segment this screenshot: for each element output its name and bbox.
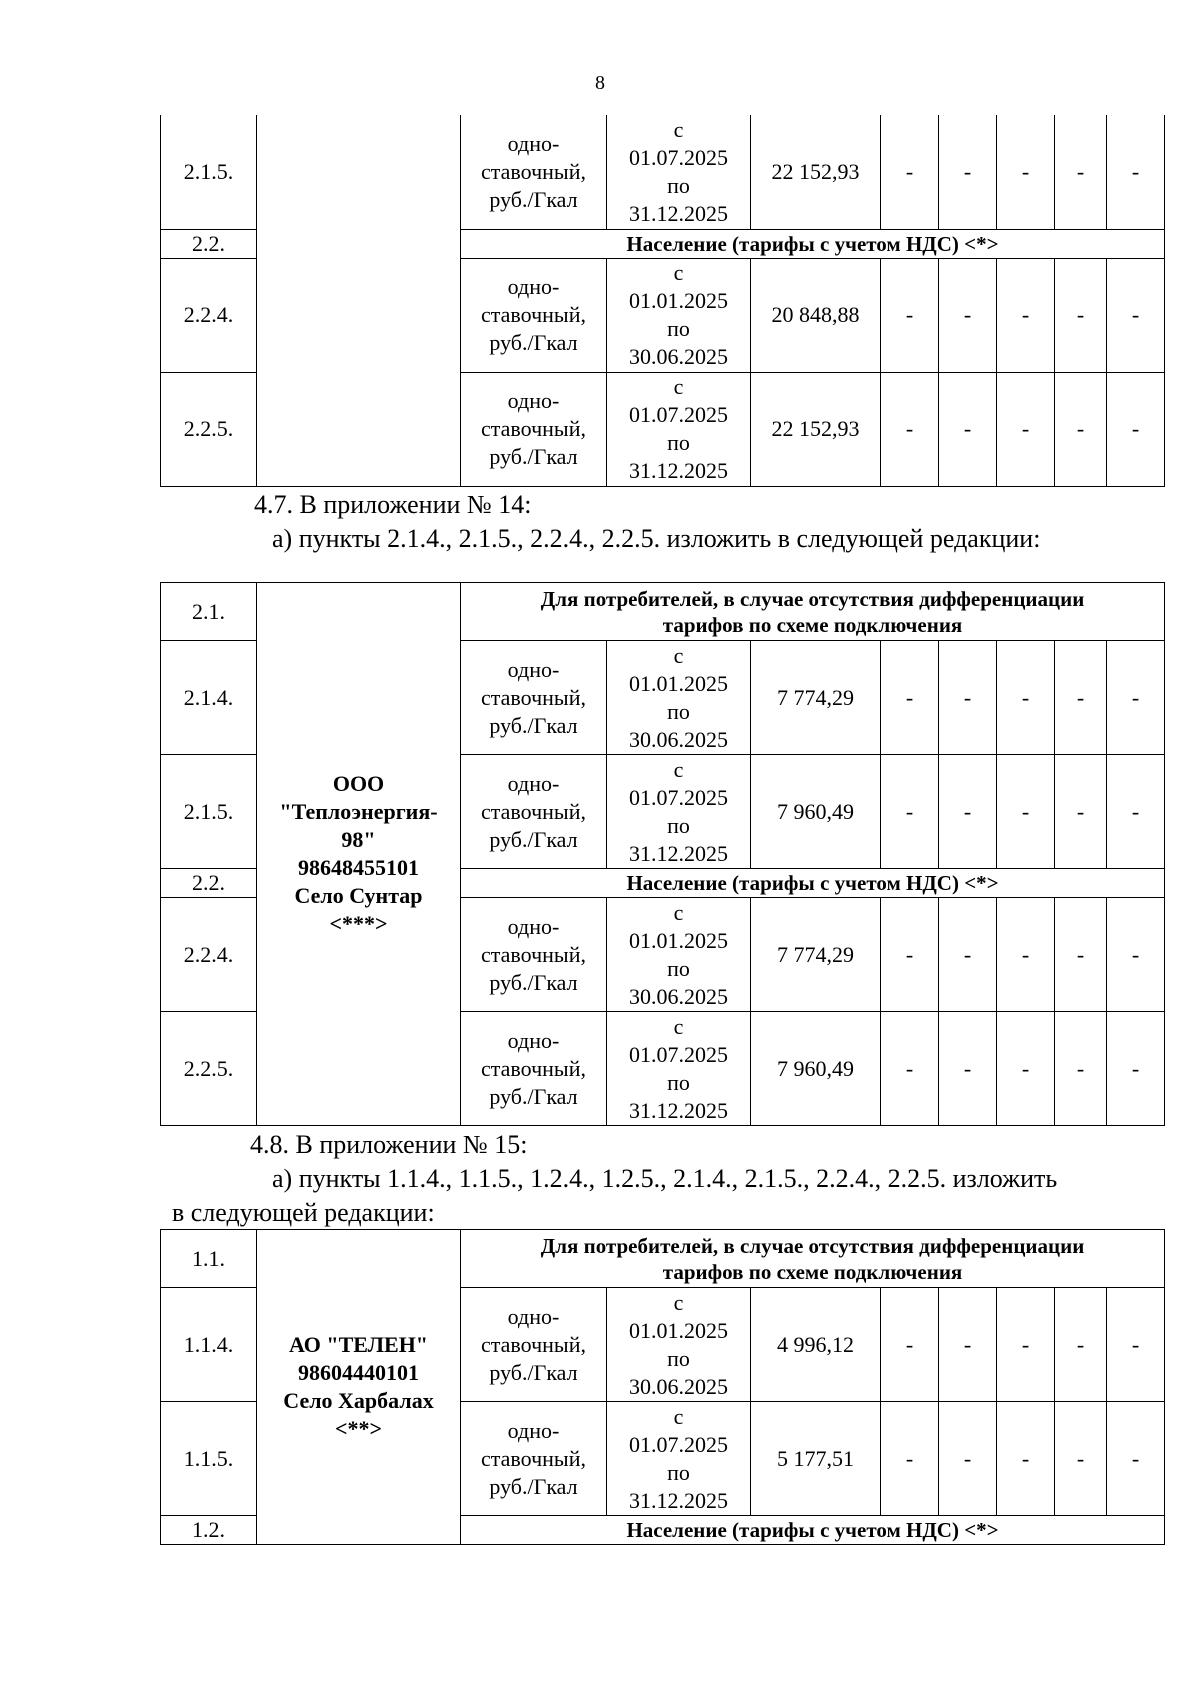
section-4-8-item-continued: в следующей редакции: bbox=[172, 1198, 435, 1227]
tariff-value: 7 960,49 bbox=[751, 755, 881, 869]
item-number: 2.2.4. bbox=[161, 898, 257, 1012]
dash-cell: - bbox=[881, 1402, 939, 1516]
dash-cell: - bbox=[1055, 1288, 1107, 1402]
tariff-period: с 01.01.2025 по 30.06.2025 bbox=[607, 258, 751, 372]
dash-cell: - bbox=[1107, 898, 1165, 1012]
tariff-value: 5 177,51 bbox=[751, 1402, 881, 1516]
tariff-type: одно- ставочный, руб./Гкал bbox=[461, 115, 607, 229]
dash-cell: - bbox=[1055, 115, 1107, 229]
dash-cell: - bbox=[881, 372, 939, 486]
tariff-type: одно- ставочный, руб./Гкал bbox=[461, 898, 607, 1012]
page-number: 8 bbox=[595, 72, 605, 94]
item-number: 2.2.5. bbox=[161, 1012, 257, 1126]
dash-cell: - bbox=[1055, 1402, 1107, 1516]
tariff-type: одно- ставочный, руб./Гкал bbox=[461, 641, 607, 755]
item-number: 1.1.5. bbox=[161, 1402, 257, 1516]
dash-cell: - bbox=[939, 258, 997, 372]
tariff-table-suntar bbox=[160, 582, 1165, 1126]
section-header: Для потребителей, в случае отсутствия дифференциации тарифов по схеме подключения bbox=[461, 583, 1165, 641]
tariff-period: с 01.07.2025 по 31.12.2025 bbox=[607, 115, 751, 229]
tariff-value: 7 774,29 bbox=[751, 898, 881, 1012]
dash-cell: - bbox=[939, 898, 997, 1012]
dash-cell: - bbox=[1107, 1288, 1165, 1402]
tariff-value: 20 848,88 bbox=[751, 258, 881, 372]
item-number: 1.1.4. bbox=[161, 1288, 257, 1402]
tariff-type: одно- ставочный, руб./Гкал bbox=[461, 1402, 607, 1516]
tariff-table-continuation bbox=[160, 115, 1165, 487]
section-header: Население (тарифы с учетом НДС) <*> bbox=[461, 229, 1165, 258]
tariff-table-kharbalakh bbox=[160, 1229, 1165, 1545]
dash-cell: - bbox=[1055, 641, 1107, 755]
dash-cell: - bbox=[1107, 258, 1165, 372]
organization-cell: АО "ТЕЛЕН" 98604440101 Село Харбалах <**> bbox=[257, 1230, 461, 1545]
dash-cell: - bbox=[881, 115, 939, 229]
tariff-value: 4 996,12 bbox=[751, 1288, 881, 1402]
tariff-value: 22 152,93 bbox=[751, 115, 881, 229]
item-number: 2.1. bbox=[161, 583, 257, 641]
dash-cell: - bbox=[881, 1288, 939, 1402]
tariff-period: с 01.07.2025 по 31.12.2025 bbox=[607, 372, 751, 486]
dash-cell: - bbox=[939, 641, 997, 755]
dash-cell: - bbox=[997, 372, 1055, 486]
dash-cell: - bbox=[1107, 1012, 1165, 1126]
tariff-type: одно- ставочный, руб./Гкал bbox=[461, 1012, 607, 1126]
tariff-period: с 01.01.2025 по 30.06.2025 bbox=[607, 898, 751, 1012]
dash-cell: - bbox=[1107, 1402, 1165, 1516]
item-number: 1.2. bbox=[161, 1516, 257, 1545]
table-row bbox=[161, 115, 1165, 229]
dash-cell: - bbox=[939, 1012, 997, 1126]
item-number: 2.1.5. bbox=[161, 115, 257, 229]
item-number: 2.1.5. bbox=[161, 755, 257, 869]
dash-cell: - bbox=[1107, 372, 1165, 486]
dash-cell: - bbox=[997, 1402, 1055, 1516]
dash-cell: - bbox=[939, 372, 997, 486]
dash-cell: - bbox=[1055, 898, 1107, 1012]
dash-cell: - bbox=[881, 755, 939, 869]
section-header: Население (тарифы с учетом НДС) <*> bbox=[461, 869, 1165, 898]
dash-cell: - bbox=[1107, 641, 1165, 755]
tariff-type: одно- ставочный, руб./Гкал bbox=[461, 755, 607, 869]
dash-cell: - bbox=[939, 115, 997, 229]
tariff-value: 22 152,93 bbox=[751, 372, 881, 486]
dash-cell: - bbox=[939, 755, 997, 869]
dash-cell: - bbox=[1107, 115, 1165, 229]
tariff-type: одно- ставочный, руб./Гкал bbox=[461, 258, 607, 372]
section-4-7-title: 4.7. В приложении № 14: bbox=[254, 490, 532, 519]
dash-cell: - bbox=[1055, 372, 1107, 486]
dash-cell: - bbox=[997, 1012, 1055, 1126]
dash-cell: - bbox=[997, 898, 1055, 1012]
dash-cell: - bbox=[997, 1288, 1055, 1402]
dash-cell: - bbox=[1055, 755, 1107, 869]
dash-cell: - bbox=[1107, 755, 1165, 869]
tariff-period: с 01.07.2025 по 31.12.2025 bbox=[607, 755, 751, 869]
item-number: 1.1. bbox=[161, 1230, 257, 1288]
dash-cell: - bbox=[939, 1288, 997, 1402]
section-header: Население (тарифы с учетом НДС) <*> bbox=[461, 1516, 1165, 1545]
tariff-period: с 01.01.2025 по 30.06.2025 bbox=[607, 641, 751, 755]
dash-cell: - bbox=[881, 1012, 939, 1126]
dash-cell: - bbox=[997, 755, 1055, 869]
dash-cell: - bbox=[997, 115, 1055, 229]
section-4-8-title: 4.8. В приложении № 15: bbox=[250, 1130, 528, 1159]
item-number: 2.2.5. bbox=[161, 372, 257, 486]
dash-cell: - bbox=[1055, 1012, 1107, 1126]
item-number: 2.2. bbox=[161, 869, 257, 898]
item-number: 2.1.4. bbox=[161, 641, 257, 755]
organization-cell: ООО "Теплоэнергия- 98" 98648455101 Село Сунтар <***> bbox=[257, 583, 461, 1126]
tariff-period: с 01.01.2025 по 30.06.2025 bbox=[607, 1288, 751, 1402]
dash-cell: - bbox=[939, 1402, 997, 1516]
dash-cell: - bbox=[997, 258, 1055, 372]
tariff-type: одно- ставочный, руб./Гкал bbox=[461, 1288, 607, 1402]
dash-cell: - bbox=[1055, 258, 1107, 372]
table-row bbox=[161, 1230, 1165, 1288]
item-number: 2.2. bbox=[161, 229, 257, 258]
section-header: Для потребителей, в случае отсутствия дифференциации тарифов по схеме подключения bbox=[461, 1230, 1165, 1288]
dash-cell: - bbox=[881, 898, 939, 1012]
dash-cell: - bbox=[881, 641, 939, 755]
org-cell-empty bbox=[257, 115, 461, 486]
tariff-value: 7 960,49 bbox=[751, 1012, 881, 1126]
section-4-7-item: а) пункты 2.1.4., 2.1.5., 2.2.4., 2.2.5. изложить в следующей редакции: bbox=[272, 524, 1041, 553]
section-4-8-item: а) пункты 1.1.4., 1.1.5., 1.2.4., 1.2.5., 2.1.4., 2.1.5., 2.2.4., 2.2.5. изложить bbox=[272, 1164, 1058, 1193]
table-row bbox=[161, 583, 1165, 641]
tariff-period: с 01.07.2025 по 31.12.2025 bbox=[607, 1402, 751, 1516]
item-number: 2.2.4. bbox=[161, 258, 257, 372]
tariff-period: с 01.07.2025 по 31.12.2025 bbox=[607, 1012, 751, 1126]
dash-cell: - bbox=[997, 641, 1055, 755]
tariff-type: одно- ставочный, руб./Гкал bbox=[461, 372, 607, 486]
tariff-value: 7 774,29 bbox=[751, 641, 881, 755]
dash-cell: - bbox=[881, 258, 939, 372]
